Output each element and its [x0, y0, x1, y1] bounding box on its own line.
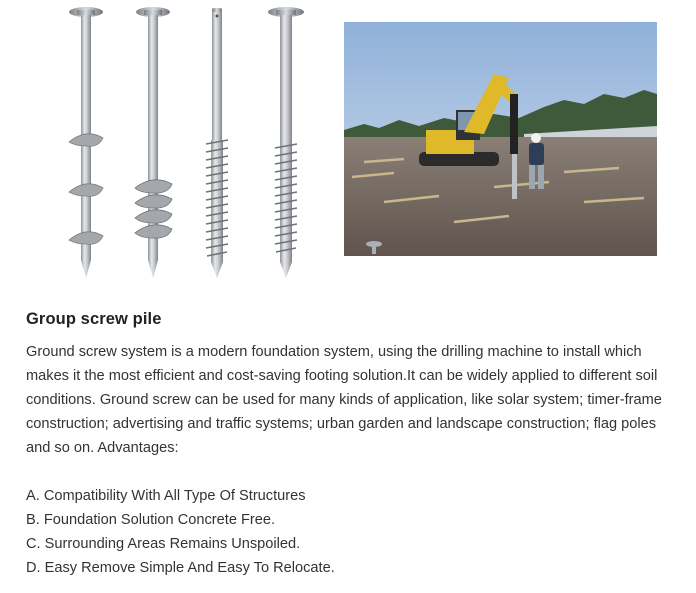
advantages-list [26, 484, 676, 580]
advantage-item: A. Compatibility With All Type Of Structures [26, 488, 306, 504]
advantage-item: D. Easy Remove Simple And Easy To Relocate. [26, 560, 335, 576]
product-images [0, 0, 696, 290]
installation-photo [344, 22, 657, 256]
pile-3 [206, 8, 228, 278]
section-description: Ground screw system is a modern foundation system, using the drilling machine to install which makes it the most efficient and cost-saving footing solution.It can be widely applied to different soil conditions. Ground screw can be used for many kinds of application, like solar system; timer-frame construction; advertising and traffic systems; urban garden and landscape construction; flag poles and so on. Advantages: [26, 344, 662, 456]
pile-4 [268, 7, 304, 278]
section-title: Group screw pile [26, 310, 162, 328]
ground-screw-piles-image [40, 0, 340, 285]
product-description-section [26, 310, 676, 580]
advantage-item: C. Surrounding Areas Remains Unspoiled. [26, 536, 301, 552]
advantage-item: B. Foundation Solution Concrete Free. [26, 512, 276, 528]
pile-2 [135, 7, 172, 278]
pile-1 [69, 7, 103, 278]
